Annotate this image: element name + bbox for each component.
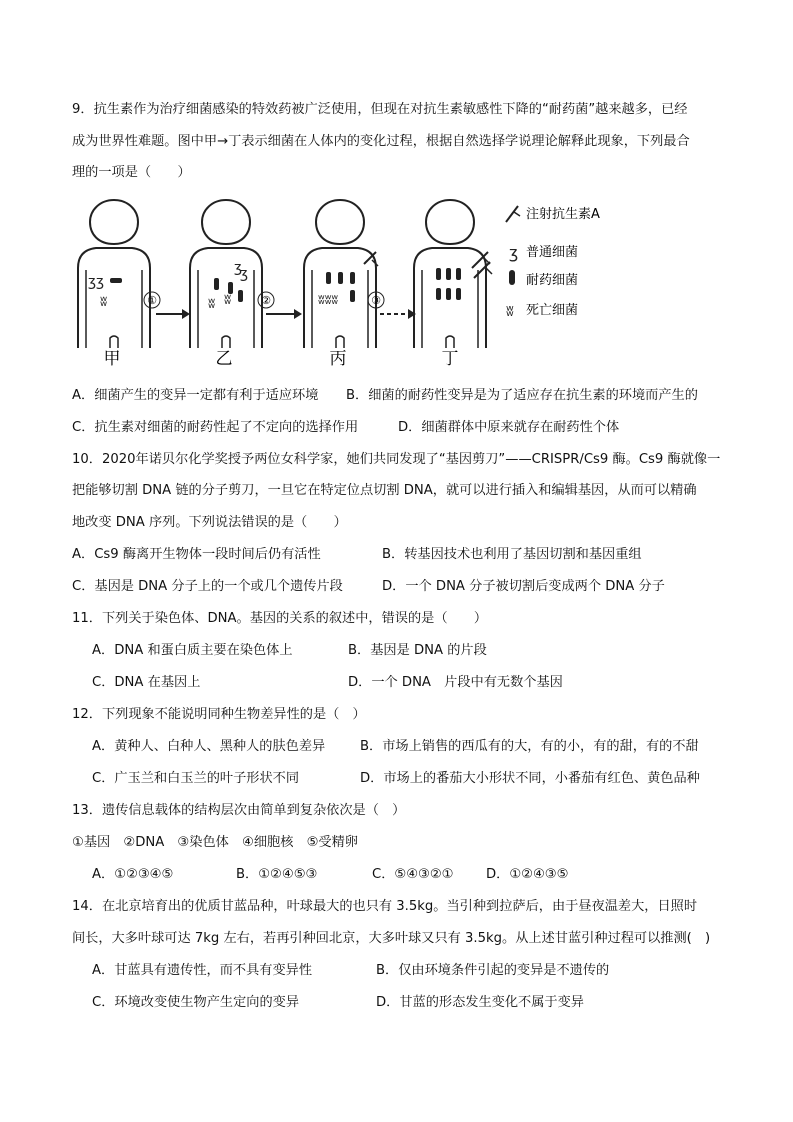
stage-label-4: 丁 [441,349,459,369]
q14-option-a: A．甘蓝具有遗传性，而不具有变异性 [92,963,313,978]
q9-option-b: B．细菌的耐药性变异是为了适应存在抗生素的环境而产生的 [346,388,698,403]
q10-stem-line3: 地改变 DNA 序列。下列说法错误的是（ ） [72,515,347,530]
q14-option-b: B．仅由环境条件引起的变异是不遗传的 [376,963,610,978]
legend-dead: 死亡细菌 [526,303,579,318]
stage-label-1: 甲 [103,349,121,369]
q11-option-c: C．DNA 在基因上 [92,675,201,690]
svg-text:ʒ: ʒ [234,260,243,276]
syringe-icon [506,206,520,222]
q12-option-a: A．黄种人、白种人、黑种人的肤色差异 [92,739,326,754]
body-stage-1 [78,200,150,348]
q11-option-a: A．DNA 和蛋白质主要在染色体上 [92,643,293,658]
q12-option-b: B．市场上销售的西瓜有的大，有的小，有的甜，有的不甜 [360,739,699,754]
q13-stem: 13．遗传信息载体的结构层次由简单到复杂依次是（ ） [72,803,406,818]
q13-items: ①基因 ②DNA ③染色体 ④细胞核 ⑤受精卵 [72,835,358,850]
svg-text:ʬ: ʬ [208,296,216,312]
svg-text:ʒ: ʒ [96,274,105,290]
q10-stem-line2: 把能够切割 DNA 链的分子剪刀，一旦它在特定位点切割 DNA，就可以进行插入和编辑基因，从而可以精确 [72,483,697,498]
step-label-3: ③ [371,294,381,307]
q14-stem-line2: 间长，大多叶球可达 7kg 左右，若再引种回北京，大多叶球又只有 3.5kg。从上述甘蓝引种过程可以推测( ) [72,931,711,946]
q14-option-d: D．甘蓝的形态发生变化不属于变异 [376,995,584,1010]
q13-option-a: A．①②③④⑤ [92,867,174,882]
q9-stem-line1: 9．抗生素作为治疗细菌感染的特效药被广泛使用，但现在对抗生素敏感性下降的“耐药菌”越来越多，已经 [72,102,688,117]
step-label-1: ① [147,294,157,307]
q9-figure [72,192,612,372]
q9-stem-line2: 成为世界性难题。图中甲→丁表示细菌在人体内的变化过程，根据自然选择学说理论解释此现象，下列最合 [72,134,690,149]
stage-label-3: 丙 [329,349,347,369]
q10-option-a: A．Cs9 酶离开生物体一段时间后仍有活性 [72,547,321,562]
q11-option-b: B．基因是 DNA 的片段 [348,643,487,658]
q11-stem: 11．下列关于染色体、DNA。基因的关系的叙述中，错误的是（ ） [72,611,488,626]
svg-text:ʬʬʬ: ʬʬʬ [318,293,339,308]
q9-option-a: A．细菌产生的变异一定都有利于适应环境 [72,388,319,403]
body-stage-2 [190,200,262,348]
q13-option-d: D．①②④③⑤ [486,867,569,882]
q9-option-c: C．抗生素对细菌的耐药性起了不定向的选择作用 [72,420,359,435]
legend-antibiotic: 注射抗生素A [526,207,600,222]
body-stage-3 [304,200,378,348]
dead-bacteria-icon: ʬ [100,294,108,310]
dead-bacteria-icon: ʬ [506,302,514,320]
q11-option-d: D．一个 DNA 片段中有无数个基因 [348,675,563,690]
q13-option-c: C．⑤④③②① [372,867,454,882]
normal-bacteria-icon: ʒ [88,274,97,290]
resistant-bacteria-icon [509,270,515,285]
q9-option-d: D．细菌群体中原来就存在耐药性个体 [398,420,620,435]
stage-label-2: 乙 [215,349,233,369]
svg-text:ʬ: ʬ [224,292,232,308]
q14-stem-line1: 14．在北京培育出的优质甘蓝品种，叶球最大的也只有 3.5kg。当引种到拉萨后，由于昼夜温差大，日照时 [72,899,698,914]
q13-option-b: B．①②④⑤③ [236,867,318,882]
q12-option-d: D．市场上的番茄大小形状不同，小番茄有红色、黄色品种 [360,771,700,786]
normal-bacteria-icon: ʒ [509,243,519,262]
q9-stem-line3: 理的一项是（ ） [72,165,191,180]
step-label-2: ② [261,294,271,307]
q12-stem: 12．下列现象不能说明同种生物差异性的是（ ） [72,707,366,722]
q10-option-c: C．基因是 DNA 分子上的一个或几个遗传片段 [72,579,343,594]
q10-option-b: B．转基因技术也利用了基因切割和基因重组 [382,547,642,562]
q12-option-c: C．广玉兰和白玉兰的叶子形状不同 [92,771,300,786]
svg-text:ʒ: ʒ [240,266,249,282]
legend-resistant: 耐药细菌 [526,273,579,288]
legend-normal: 普通细菌 [526,245,579,260]
q10-stem-line1: 10．2020年诺贝尔化学奖授予两位女科学家，她们共同发现了“基因剪刀”——CRISPR/Cs9 酶。Cs9 酶就像一 [72,452,721,467]
q10-option-d: D．一个 DNA 分子被切割后变成两个 DNA 分子 [382,579,665,594]
q14-option-c: C．环境改变使生物产生定向的变异 [92,995,300,1010]
body-stage-4 [414,200,492,348]
